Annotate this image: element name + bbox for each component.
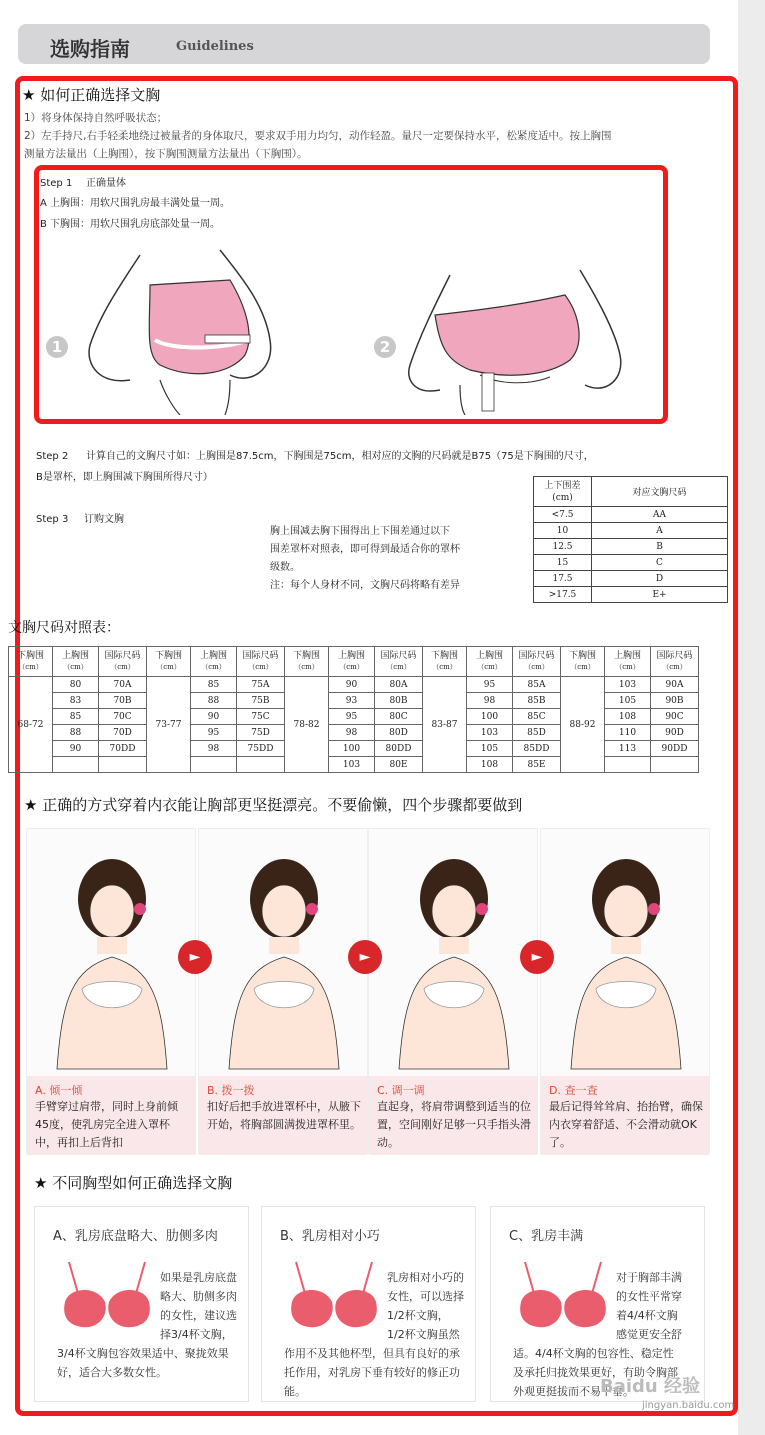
upper-bust-cell: 105 — [605, 693, 651, 709]
card-text-line: 适。4/4杯文胸的包容性、稳定性 — [513, 1347, 674, 1360]
shapes-title: ★ 不同胸型如何正确选择文胸 — [34, 1174, 233, 1192]
upper-bust-cell: 98 — [191, 741, 237, 757]
intl-size-cell: 90B — [651, 693, 699, 709]
intl-size-cell: 90A — [651, 677, 699, 693]
size-chart-upper-header: 上胸围 （cm） — [467, 647, 513, 677]
upper-bust-cell: 85 — [53, 709, 99, 725]
cup-diff-cell: 17.5 — [534, 571, 592, 587]
size-chart-under-header: 下胸围 （cm） — [285, 647, 329, 677]
breast-shape-card — [34, 1206, 249, 1402]
intl-size-cell: 75D — [237, 725, 285, 741]
wearing-step-caption — [541, 1076, 709, 1155]
upper-bust-cell: 98 — [329, 725, 375, 741]
intl-size-cell — [99, 757, 147, 773]
card-heading: A、乳房底盘略大、肋侧多肉 — [53, 1229, 218, 1244]
how-to-line2: 2）左手持尺,右手轻柔地绕过被量者的身体取尺，要求双手用力均匀，动作轻盈。量尺一定要保持水平，松紧度适中。按上胸围 — [24, 130, 612, 142]
watermark-url: jingyan.baidu.com — [642, 1400, 735, 1411]
card-text-line: 及承托归拢效果更好，有助令胸部 — [513, 1366, 678, 1379]
under-bust-illustration — [400, 255, 630, 415]
card-heading: C、乳房丰满 — [509, 1229, 584, 1244]
step-number-2: 2 — [374, 336, 396, 358]
upper-bust-cell: 100 — [467, 709, 513, 725]
intl-size-cell: 75DD — [237, 741, 285, 757]
intl-size-cell: 70DD — [99, 741, 147, 757]
upper-bust-cell: 98 — [467, 693, 513, 709]
intl-size-cell: 75B — [237, 693, 285, 709]
step2-label: Step 2 — [36, 451, 69, 462]
step1-label: Step 1 — [40, 178, 73, 189]
wearing-step-desc: 直起身，将肩带调整到适当的位置，空间刚好足够一只手指头滑动。 — [377, 1100, 531, 1149]
woman-illustration — [541, 829, 711, 1076]
intl-size-cell: 75A — [237, 677, 285, 693]
intl-size-cell: 70D — [99, 725, 147, 741]
cup-diff-cell: <7.5 — [534, 507, 592, 523]
intl-size-cell: 75C — [237, 709, 285, 725]
upper-bust-cell — [53, 757, 99, 773]
upper-bust-cell: 103 — [605, 677, 651, 693]
cup-table-header-diff: 上下围差 (cm) — [534, 477, 592, 507]
upper-bust-cell: 88 — [191, 693, 237, 709]
cup-size-cell: E+ — [592, 587, 728, 603]
card-text-line: 略大、肋侧多肉 — [160, 1290, 237, 1303]
wearing-step-title: A. 倾一倾 — [35, 1084, 83, 1097]
upper-bust-cell: 88 — [53, 725, 99, 741]
size-chart-intl-header: 国际尺码 （cm） — [651, 647, 699, 677]
size-chart-table — [8, 646, 699, 773]
step3-note4: 注：每个人身材不同，文胸尺码将略有差异 — [270, 580, 460, 591]
card-heading: B、乳房相对小巧 — [280, 1229, 380, 1244]
wearing-step-title: B. 拨一拨 — [207, 1084, 255, 1097]
card-text-line: 外观更挺拔而不易下垂。 — [513, 1385, 634, 1398]
intl-size-cell: 85A — [513, 677, 561, 693]
upper-bust-cell: 95 — [329, 709, 375, 725]
cup-table-row — [534, 571, 728, 587]
intl-size-cell: 85C — [513, 709, 561, 725]
upper-bust-cell: 103 — [329, 757, 375, 773]
card-text-line: 感觉更安全舒 — [616, 1328, 682, 1341]
guidelines-header — [18, 24, 710, 64]
card-text-line: 择3/4杯文胸， — [160, 1328, 233, 1341]
upper-bust-cell: 95 — [191, 725, 237, 741]
wearing-step-desc: 手臂穿过肩带，同时上身前倾45度，使乳房完全进入罩杯中，再扣上后背扣 — [35, 1100, 178, 1149]
upper-bust-illustration — [80, 245, 300, 415]
woman-illustration — [27, 829, 197, 1076]
upper-bust-cell: 85 — [191, 677, 237, 693]
cup-size-cell: D — [592, 571, 728, 587]
wearing-step-panel — [198, 828, 368, 1154]
how-to-choose-title: ★ 如何正确选择文胸 — [22, 86, 161, 104]
step1-title: 正确量体 — [86, 178, 126, 189]
card-text-line: 托作用，对乳房下垂有较好的修正功 — [284, 1366, 460, 1379]
size-chart-title: 文胸尺码对照表： — [8, 620, 120, 636]
size-chart-upper-header: 上胸围 （cm） — [191, 647, 237, 677]
card-text-line: 乳房相对小巧的 — [387, 1271, 464, 1284]
upper-bust-cell: 83 — [53, 693, 99, 709]
bra-icon — [57, 1257, 157, 1337]
size-chart-under-header: 下胸围 （cm） — [423, 647, 467, 677]
wearing-step-title: C. 调一调 — [377, 1084, 425, 1097]
size-chart-upper-header: 上胸围 （cm） — [329, 647, 375, 677]
bra-icon — [513, 1257, 613, 1337]
wearing-step-caption — [369, 1076, 537, 1155]
intl-size-cell — [237, 757, 285, 773]
step3-note1: 胸上围减去胸下围得出上下围差通过以下 — [270, 526, 450, 537]
cup-table-row — [534, 587, 728, 603]
wearing-step-caption — [27, 1076, 195, 1155]
cup-size-cell: C — [592, 555, 728, 571]
wearing-step-caption — [199, 1076, 367, 1155]
card-text-line: 1/2杯文胸虽然 — [387, 1328, 460, 1341]
step1-a: A 上胸围：用软尺围乳房最丰满处量一周。 — [40, 198, 231, 209]
cup-table-row — [534, 539, 728, 555]
card-text-line: 好，适合大多数女性。 — [57, 1366, 167, 1379]
size-chart-upper-header: 上胸围 （cm） — [605, 647, 651, 677]
upper-bust-cell: 95 — [467, 677, 513, 693]
upper-bust-cell: 90 — [191, 709, 237, 725]
upper-bust-cell: 108 — [467, 757, 513, 773]
cup-table-header-size: 对应文胸尺码 — [592, 477, 728, 507]
cup-size-cell: A — [592, 523, 728, 539]
upper-bust-cell: 103 — [467, 725, 513, 741]
card-text-line: 对于胸部丰满 — [616, 1271, 682, 1284]
intl-size-cell: 80E — [375, 757, 423, 773]
step3-label: Step 3 — [36, 514, 69, 525]
breast-shape-card — [261, 1206, 476, 1402]
size-chart-upper-header: 上胸围 （cm） — [53, 647, 99, 677]
step3-note3: 级数。 — [270, 562, 300, 573]
under-bust-range: 73-77 — [147, 677, 191, 773]
intl-size-cell: 70B — [99, 693, 147, 709]
intl-size-cell: 80C — [375, 709, 423, 725]
step2-text1: 计算自己的文胸尺寸如：上胸围是87.5cm，下胸围是75cm，相对应的文胸的尺码就是B75（75是下胸围的尺寸， — [86, 451, 594, 462]
cup-size-cell: AA — [592, 507, 728, 523]
wearing-step-panel — [26, 828, 196, 1154]
size-chart-intl-header: 国际尺码 （cm） — [513, 647, 561, 677]
upper-bust-cell: 93 — [329, 693, 375, 709]
header-title: 选购指南 — [50, 37, 130, 61]
cup-table-row — [534, 507, 728, 523]
intl-size-cell: 80D — [375, 725, 423, 741]
intl-size-cell: 70C — [99, 709, 147, 725]
cup-diff-cell: >17.5 — [534, 587, 592, 603]
wearing-step-title: D. 查一查 — [549, 1084, 598, 1097]
card-text-line: 如果是乳房底盘 — [160, 1271, 237, 1284]
cup-diff-cell: 12.5 — [534, 539, 592, 555]
upper-bust-cell: 105 — [467, 741, 513, 757]
upper-bust-cell: 110 — [605, 725, 651, 741]
intl-size-cell: 85D — [513, 725, 561, 741]
cup-difference-table — [533, 476, 728, 603]
wearing-step-desc: 扣好后把手放进罩杯中，从腋下开始，将胸部圆满拨进罩杯里。 — [207, 1100, 361, 1131]
under-bust-range: 78-82 — [285, 677, 329, 773]
wearing-step-desc: 最后记得耸耸肩、抬抬臂，确保内衣穿着舒适、不会滑动就OK了。 — [549, 1100, 703, 1149]
step3-note2: 围差罩杯对照表，即可得到最适合你的罩杯 — [270, 544, 460, 555]
intl-size-cell: 80DD — [375, 741, 423, 757]
card-text-line: 的女性平常穿 — [616, 1290, 682, 1303]
intl-size-cell: 80B — [375, 693, 423, 709]
upper-bust-cell: 113 — [605, 741, 651, 757]
upper-bust-cell — [191, 757, 237, 773]
baidu-watermark: Baidu 经验 — [600, 1376, 701, 1397]
bra-icon — [284, 1257, 384, 1337]
intl-size-cell: 85E — [513, 757, 561, 773]
wearing-step-panel — [540, 828, 710, 1154]
card-text-line: 能。 — [284, 1385, 306, 1398]
woman-illustration — [199, 829, 369, 1076]
upper-bust-cell: 108 — [605, 709, 651, 725]
woman-illustration — [369, 829, 539, 1076]
size-chart-under-header: 下胸围 （cm） — [9, 647, 53, 677]
wearing-step-panel — [368, 828, 538, 1154]
next-arrow-icon: ► — [178, 940, 212, 974]
intl-size-cell: 90D — [651, 725, 699, 741]
upper-bust-cell: 90 — [53, 741, 99, 757]
upper-bust-cell: 90 — [329, 677, 375, 693]
step3-title: 订购文胸 — [84, 514, 124, 525]
card-text-line: 女性，可以选择 — [387, 1290, 464, 1303]
upper-bust-cell: 80 — [53, 677, 99, 693]
cup-diff-cell: 15 — [534, 555, 592, 571]
size-chart-under-header: 下胸围 （cm） — [147, 647, 191, 677]
intl-size-cell: 90DD — [651, 741, 699, 757]
wearing-title: ★ 正确的方式穿着内衣能让胸部更坚挺漂亮。不要偷懒，四个步骤都要做到 — [24, 796, 523, 814]
size-chart-intl-header: 国际尺码 （cm） — [375, 647, 423, 677]
how-to-line1: 1）将身体保持自然呼吸状态； — [24, 112, 168, 124]
intl-size-cell: 85B — [513, 693, 561, 709]
cup-diff-cell: 10 — [534, 523, 592, 539]
cup-table-row — [534, 555, 728, 571]
size-chart-intl-header: 国际尺码 （cm） — [237, 647, 285, 677]
cup-table-row — [534, 523, 728, 539]
cup-size-cell: B — [592, 539, 728, 555]
intl-size-cell: 90C — [651, 709, 699, 725]
header-subtitle: Guidelines — [176, 39, 254, 54]
step2-text2: B是罩杯，即上胸围减下胸围所得尺寸） — [36, 472, 213, 483]
intl-size-cell: 85DD — [513, 741, 561, 757]
under-bust-range: 68-72 — [9, 677, 53, 773]
under-bust-range: 83-87 — [423, 677, 467, 773]
step-number-1: 1 — [46, 336, 68, 358]
card-text-line: 着4/4杯文胸 — [616, 1309, 678, 1322]
next-arrow-icon: ► — [348, 940, 382, 974]
how-to-line3: 测量方法量出（上胸围），按下胸围测量方法量出（下胸围）。 — [24, 148, 308, 160]
upper-bust-cell — [605, 757, 651, 773]
next-arrow-icon: ► — [520, 940, 554, 974]
intl-size-cell: 70A — [99, 677, 147, 693]
card-text-line: 的女性，建议选 — [160, 1309, 237, 1322]
intl-size-cell: 80A — [375, 677, 423, 693]
size-chart-under-header: 下胸围 （cm） — [561, 647, 605, 677]
card-text-line: 作用不及其他杯型，但具有良好的承 — [284, 1347, 460, 1360]
size-chart-header-row — [9, 647, 699, 677]
card-text-line: 1/2杯文胸， — [387, 1309, 449, 1322]
card-text-line: 3/4杯文胸包容效果适中、聚拢效果 — [57, 1347, 229, 1360]
size-chart-row — [9, 677, 699, 693]
upper-bust-cell: 100 — [329, 741, 375, 757]
under-bust-range: 88-92 — [561, 677, 605, 773]
step1-b: B 下胸围：用软尺围乳房底部处量一周。 — [40, 219, 221, 230]
size-chart-intl-header: 国际尺码 （cm） — [99, 647, 147, 677]
intl-size-cell — [651, 757, 699, 773]
